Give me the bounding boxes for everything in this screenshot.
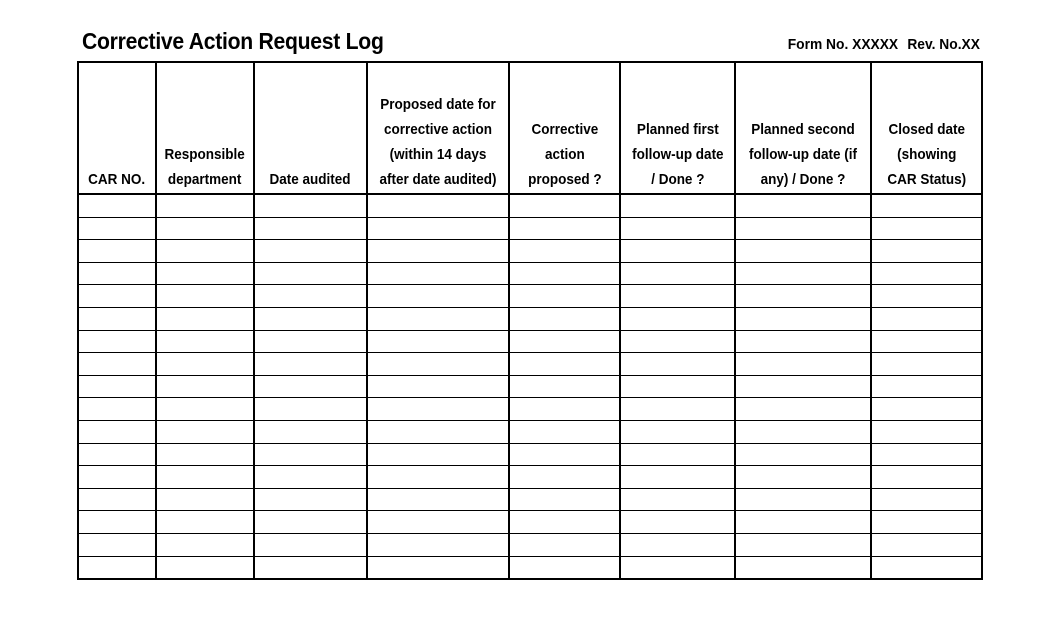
table-cell[interactable] <box>254 420 367 443</box>
table-row <box>78 466 982 489</box>
table-cell[interactable] <box>156 217 254 240</box>
table-row <box>78 488 982 511</box>
table-cell[interactable] <box>254 488 367 511</box>
page-title: Corrective Action Request Log <box>82 28 384 54</box>
table-cell[interactable] <box>509 466 620 489</box>
table-cell[interactable] <box>735 262 871 285</box>
table-cell[interactable] <box>509 443 620 466</box>
table-cell[interactable] <box>509 240 620 263</box>
table-row <box>78 533 982 556</box>
table-cell[interactable] <box>367 398 509 421</box>
table-cell[interactable] <box>871 262 982 285</box>
table-cell[interactable] <box>509 375 620 398</box>
table-cell[interactable] <box>254 533 367 556</box>
table-cell[interactable] <box>509 307 620 330</box>
table-row <box>78 353 982 376</box>
table-cell[interactable] <box>735 556 871 579</box>
table-cell[interactable] <box>620 194 735 217</box>
table-cell[interactable] <box>620 511 735 534</box>
table-cell[interactable] <box>254 240 367 263</box>
table-cell[interactable] <box>156 330 254 353</box>
table-cell[interactable] <box>735 353 871 376</box>
table-cell[interactable] <box>735 466 871 489</box>
table-cell[interactable] <box>509 194 620 217</box>
table-cell[interactable] <box>735 533 871 556</box>
table-cell[interactable] <box>156 398 254 421</box>
table-cell[interactable] <box>254 466 367 489</box>
table-cell[interactable] <box>620 420 735 443</box>
table-row <box>78 194 982 217</box>
table-cell[interactable] <box>367 353 509 376</box>
table-cell[interactable] <box>156 466 254 489</box>
table-cell[interactable] <box>871 285 982 308</box>
table-cell[interactable] <box>735 240 871 263</box>
table-cell[interactable] <box>620 443 735 466</box>
table-cell[interactable] <box>78 511 156 534</box>
table-cell[interactable] <box>156 240 254 263</box>
table-cell[interactable] <box>735 443 871 466</box>
table-cell[interactable] <box>78 466 156 489</box>
table-cell[interactable] <box>367 556 509 579</box>
table-cell[interactable] <box>620 353 735 376</box>
table-cell[interactable] <box>735 307 871 330</box>
col-planned-first-follow-up: Planned first follow-up date / Done ? <box>620 62 735 194</box>
table-cell[interactable] <box>509 262 620 285</box>
table-cell[interactable] <box>620 307 735 330</box>
table-cell[interactable] <box>509 533 620 556</box>
table-cell[interactable] <box>620 466 735 489</box>
table-cell[interactable] <box>78 330 156 353</box>
table-cell[interactable] <box>509 511 620 534</box>
table-cell[interactable] <box>871 533 982 556</box>
table-cell[interactable] <box>871 556 982 579</box>
table-cell[interactable] <box>254 285 367 308</box>
table-cell[interactable] <box>871 353 982 376</box>
table-cell[interactable] <box>254 330 367 353</box>
table-cell[interactable] <box>156 375 254 398</box>
table-cell[interactable] <box>78 353 156 376</box>
table-cell[interactable] <box>367 375 509 398</box>
table-cell[interactable] <box>620 330 735 353</box>
table-cell[interactable] <box>871 330 982 353</box>
table-cell[interactable] <box>156 285 254 308</box>
table-cell[interactable] <box>735 285 871 308</box>
table-cell[interactable] <box>156 443 254 466</box>
table-row <box>78 420 982 443</box>
table-cell[interactable] <box>367 443 509 466</box>
table-cell[interactable] <box>367 194 509 217</box>
table-cell[interactable] <box>156 194 254 217</box>
table-cell[interactable] <box>509 420 620 443</box>
table-row <box>78 240 982 263</box>
table-cell[interactable] <box>156 511 254 534</box>
table-cell[interactable] <box>78 194 156 217</box>
table-cell[interactable] <box>509 217 620 240</box>
table-row <box>78 285 982 308</box>
table-cell[interactable] <box>254 511 367 534</box>
table-cell[interactable] <box>78 398 156 421</box>
table-cell[interactable] <box>871 511 982 534</box>
table-cell[interactable] <box>871 488 982 511</box>
table-cell[interactable] <box>367 533 509 556</box>
table-row <box>78 556 982 579</box>
table-row <box>78 443 982 466</box>
table-row <box>78 330 982 353</box>
table-cell[interactable] <box>367 240 509 263</box>
table-cell[interactable] <box>156 353 254 376</box>
table-cell[interactable] <box>78 262 156 285</box>
table-cell[interactable] <box>871 443 982 466</box>
table-cell[interactable] <box>620 262 735 285</box>
table-cell[interactable] <box>367 307 509 330</box>
form-number: Form No. XXXXX <box>787 36 899 53</box>
table-cell[interactable] <box>254 217 367 240</box>
table-cell[interactable] <box>254 353 367 376</box>
table-cell[interactable] <box>735 511 871 534</box>
table-cell[interactable] <box>735 398 871 421</box>
table-cell[interactable] <box>735 420 871 443</box>
table-cell[interactable] <box>509 353 620 376</box>
col-responsible-department: Responsible department <box>156 62 254 194</box>
table-cell[interactable] <box>620 217 735 240</box>
table-cell[interactable] <box>367 420 509 443</box>
table-cell[interactable] <box>735 194 871 217</box>
table-cell[interactable] <box>871 420 982 443</box>
table-cell[interactable] <box>78 375 156 398</box>
table-cell[interactable] <box>78 240 156 263</box>
col-planned-second-follow-up: Planned second follow-up date (if any) / Done ? <box>735 62 871 194</box>
col-date-audited: Date audited <box>254 62 367 194</box>
table-cell[interactable] <box>620 488 735 511</box>
table-cell[interactable] <box>509 556 620 579</box>
table-cell[interactable] <box>509 398 620 421</box>
table-cell[interactable] <box>871 217 982 240</box>
table-row <box>78 511 982 534</box>
col-car-no: CAR NO. <box>78 62 156 194</box>
car-log-table <box>77 61 983 580</box>
table-cell[interactable] <box>78 556 156 579</box>
table-cell[interactable] <box>871 194 982 217</box>
table-cell[interactable] <box>78 420 156 443</box>
table-cell[interactable] <box>620 285 735 308</box>
table-cell[interactable] <box>367 511 509 534</box>
table-cell[interactable] <box>367 488 509 511</box>
table-cell[interactable] <box>254 443 367 466</box>
table-cell[interactable] <box>620 556 735 579</box>
table-cell[interactable] <box>156 420 254 443</box>
table-cell[interactable] <box>871 375 982 398</box>
table-cell[interactable] <box>509 330 620 353</box>
table-cell[interactable] <box>509 285 620 308</box>
table-cell[interactable] <box>254 556 367 579</box>
table-cell[interactable] <box>156 307 254 330</box>
table-cell[interactable] <box>78 443 156 466</box>
revision-number: Rev. No.XX <box>907 36 980 53</box>
table-cell[interactable] <box>367 466 509 489</box>
table-row <box>78 307 982 330</box>
table-cell[interactable] <box>620 398 735 421</box>
table-cell[interactable] <box>735 375 871 398</box>
col-corrective-action-proposed: Corrective action proposed ? <box>509 62 620 194</box>
table-cell[interactable] <box>871 307 982 330</box>
table-cell[interactable] <box>254 398 367 421</box>
table-cell[interactable] <box>254 307 367 330</box>
table-cell[interactable] <box>78 533 156 556</box>
table-cell[interactable] <box>78 285 156 308</box>
table-cell[interactable] <box>509 488 620 511</box>
table-cell[interactable] <box>78 307 156 330</box>
table-cell[interactable] <box>156 262 254 285</box>
table-cell[interactable] <box>871 240 982 263</box>
table-cell[interactable] <box>254 262 367 285</box>
table-cell[interactable] <box>620 375 735 398</box>
table-cell[interactable] <box>871 466 982 489</box>
table-row <box>78 262 982 285</box>
table-cell[interactable] <box>367 285 509 308</box>
table-body <box>78 194 982 579</box>
table-cell[interactable] <box>78 217 156 240</box>
table-row <box>78 217 982 240</box>
table-cell[interactable] <box>156 488 254 511</box>
table-cell[interactable] <box>735 488 871 511</box>
table-cell[interactable] <box>78 488 156 511</box>
table-cell[interactable] <box>620 240 735 263</box>
table-cell[interactable] <box>735 217 871 240</box>
table-cell[interactable] <box>156 556 254 579</box>
table-row <box>78 398 982 421</box>
form-info <box>788 36 980 53</box>
table-cell[interactable] <box>871 398 982 421</box>
table-cell[interactable] <box>367 217 509 240</box>
table-cell[interactable] <box>254 194 367 217</box>
table-cell[interactable] <box>367 330 509 353</box>
table-cell[interactable] <box>156 533 254 556</box>
header-row <box>78 62 982 194</box>
table-cell[interactable] <box>254 375 367 398</box>
table-cell[interactable] <box>620 533 735 556</box>
table-row <box>78 375 982 398</box>
col-proposed-date: Proposed date for corrective action (within 14 days after date audited) <box>367 62 509 194</box>
table-cell[interactable] <box>367 262 509 285</box>
col-closed-date: Closed date (showing CAR Status) <box>871 62 982 194</box>
table-cell[interactable] <box>735 330 871 353</box>
